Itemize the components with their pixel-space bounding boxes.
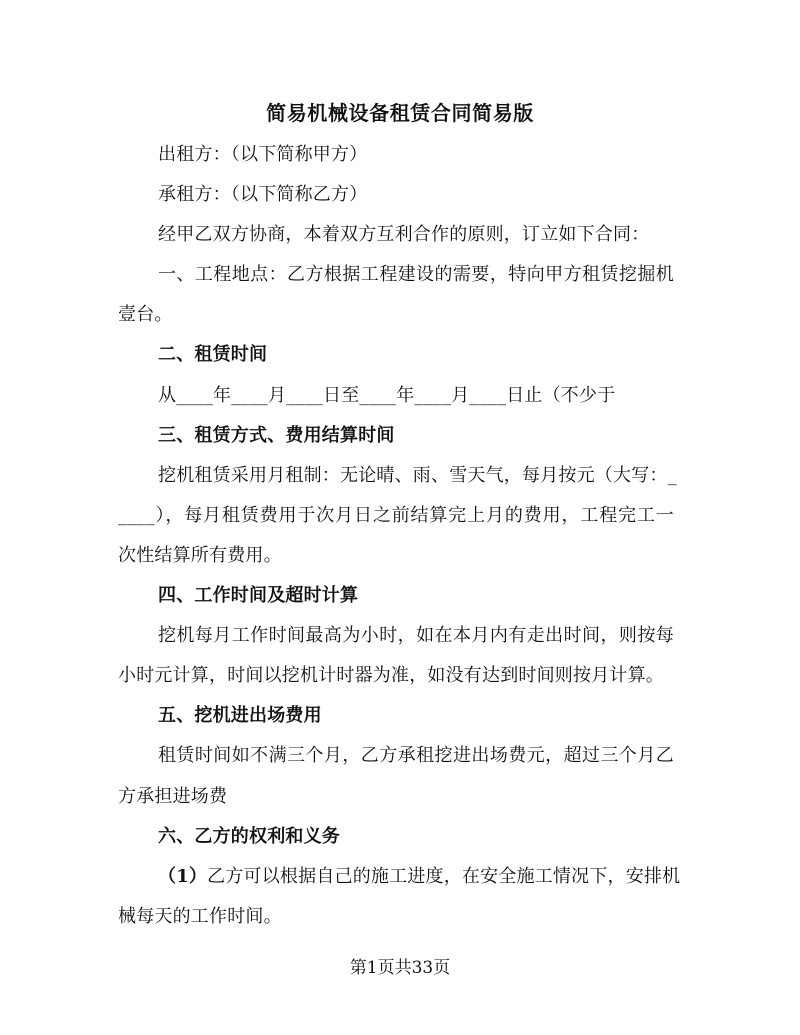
clause-3 bbox=[118, 416, 677, 576]
item-text: 乙方可以根据自己的施工进度，在安全施工情况下，安排机 bbox=[207, 865, 681, 887]
clause-5-line: 租赁时间如不满三个月，乙方承租挖进出场费元，超过三个月乙 bbox=[158, 745, 674, 767]
clause-2-heading: 二、租赁时间 bbox=[158, 344, 268, 366]
clause-6-item-1-line: 械每天的工作时间。 bbox=[118, 905, 282, 927]
document-title: 简易机械设备租赁合同简易版 bbox=[266, 101, 534, 125]
clause-3-line: 挖机租赁采用月租制：无论晴、雨、雪天气，每月按元（大写：_ bbox=[158, 464, 677, 486]
clause-3-line: ____），每月租赁费用于次月日之前结算完上月的费用，工程完工一 bbox=[118, 504, 674, 526]
clause-3-line: 次性结算所有费用。 bbox=[118, 544, 282, 566]
item-number: （1） bbox=[158, 865, 208, 887]
clause-6-heading: 六、乙方的权利和义务 bbox=[158, 825, 340, 847]
clause-5-heading: 五、挖机进出场费用 bbox=[158, 705, 322, 727]
clause-5 bbox=[118, 696, 674, 816]
clause-1-line: 一、工程地点：乙方根据工程建设的需要，特向甲方租赁挖掘机 bbox=[158, 264, 674, 286]
lessee-line: 承租方：（以下简称乙方） bbox=[158, 184, 368, 206]
clause-6-item-1 bbox=[118, 857, 681, 897]
clause-6 bbox=[118, 817, 681, 937]
clause-2 bbox=[118, 335, 674, 415]
intro-paragraph: 经甲乙双方协商，本着双方互利合作的原则，订立如下合同： bbox=[158, 224, 650, 246]
clause-1-line: 壹台。 bbox=[118, 304, 173, 326]
clause-4-line: 挖机每月工作时间最高为小时，如在本月内有走出时间，则按每 bbox=[158, 625, 674, 647]
page-number-footer: 第1页共33页 bbox=[349, 958, 451, 978]
clause-2-line: 从____年____月____日至____年____月____日止（不少于 bbox=[158, 384, 616, 406]
clause-4-heading: 四、工作时间及超时计算 bbox=[158, 585, 359, 607]
clause-4-line: 小时元计算，时间以挖机计时器为准，如没有达到时间则按月计算。 bbox=[118, 665, 664, 687]
lessor-line: 出租方：（以下简称甲方） bbox=[158, 144, 368, 165]
clause-5-line: 方承担进场费 bbox=[118, 785, 228, 807]
clause-3-heading: 三、租赁方式、费用结算时间 bbox=[158, 424, 395, 446]
clause-1 bbox=[118, 255, 674, 335]
document-body bbox=[118, 135, 681, 937]
clause-4 bbox=[118, 576, 674, 696]
